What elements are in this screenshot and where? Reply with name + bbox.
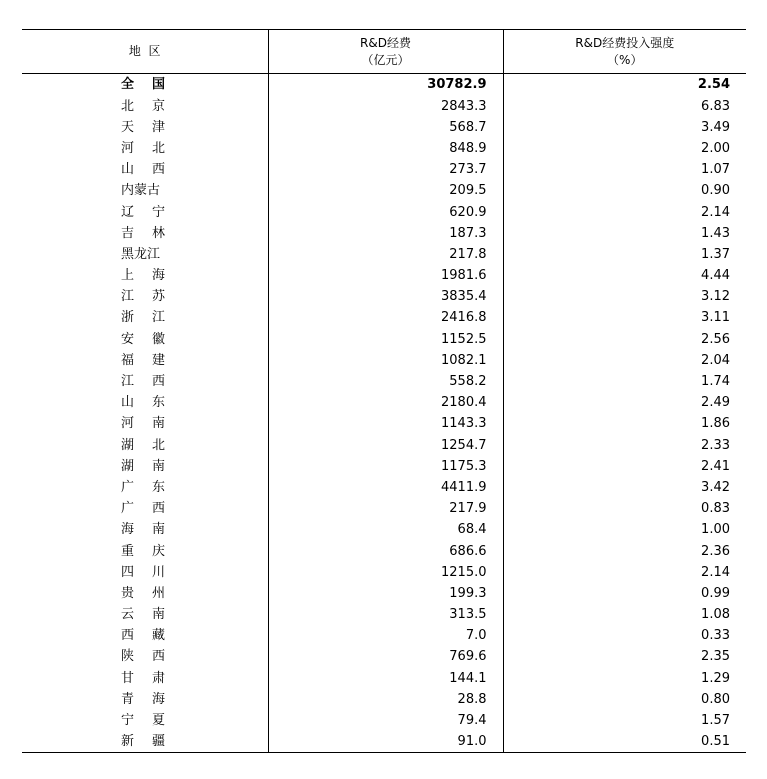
header-region-label: 地 区 [128,44,161,58]
rd-intensity-cell: 2.14 [701,204,730,220]
region-name: 黑龙江 [121,246,161,262]
rd-intensity-cell: 6.83 [701,98,730,114]
region-cell [22,519,268,540]
table-row [22,689,746,710]
rd-intensity-cell: 1.86 [701,416,730,432]
region-name: 浙江 [121,310,165,326]
table-row [22,477,746,498]
rd-funds-cell: 1152.5 [268,329,503,350]
rd-funds-cell: 28.8 [268,689,503,710]
region-cell [22,201,268,222]
header-rd-intensity-label: R&D经费投入强度 [575,35,675,50]
region-name: 西藏 [121,628,165,644]
region-cell [22,540,268,561]
rd-intensity-cell: 0.51 [503,731,746,753]
rd-intensity-cell: 2.04 [701,352,730,368]
table-row [22,646,746,667]
header-rd-intensity-unit: （%） [607,52,643,67]
region-name: 山西 [121,162,165,178]
rd-funds-cell: 3835.4 [268,286,503,307]
rd-intensity-cell: 2.41 [701,458,730,474]
table-row [22,583,746,604]
table-row [22,604,746,625]
rd-intensity-cell: 0.80 [701,691,730,707]
region-cell [22,477,268,498]
rd-funds-cell: 1254.7 [268,435,503,456]
region-cell [22,710,268,731]
region-cell [22,413,268,434]
rd-intensity-cell: 1.37 [701,246,730,262]
region-cell [22,307,268,328]
region-name: 云南 [121,607,165,623]
rd-funds-cell: 1215.0 [268,562,503,583]
region-name: 福建 [121,352,165,368]
region-cell [22,371,268,392]
table-body [22,74,746,753]
rd-funds-cell: 217.8 [268,244,503,265]
rd-intensity-cell: 1.57 [701,713,730,729]
rd-funds-cell: 199.3 [268,583,503,604]
rd-intensity-cell: 2.00 [701,140,730,156]
header-row [22,30,746,74]
rd-funds-cell: 7.0 [268,625,503,646]
rd-intensity-cell: 4.44 [701,268,730,284]
table-row [22,350,746,371]
rd-intensity-cell: 1.00 [701,522,730,538]
region-cell [22,583,268,604]
rd-funds-cell: 79.4 [268,710,503,731]
rd-funds-cell: 2416.8 [268,307,503,328]
rd-funds-cell: 187.3 [268,223,503,244]
header-rd-funds-unit: （亿元） [361,52,410,67]
rd-intensity-cell: 1.29 [701,670,730,686]
rd-funds-cell: 209.5 [268,180,503,201]
region-cell [22,731,268,753]
region-cell [22,180,268,201]
region-name: 青海 [121,691,165,707]
table-row [22,731,746,753]
table-row-total [22,74,746,96]
rd-funds-cell: 4411.9 [268,477,503,498]
rd-funds-cell: 686.6 [268,540,503,561]
table-row [22,180,746,201]
region-cell [22,244,268,265]
table-row [22,286,746,307]
table-row [22,540,746,561]
rd-intensity-cell: 2.54 [503,74,746,96]
table-row [22,96,746,117]
table-row [22,223,746,244]
region-name: 河南 [121,416,165,432]
rd-funds-cell: 144.1 [268,668,503,689]
region-name: 全国 [121,77,165,93]
rd-funds-cell: 558.2 [268,371,503,392]
header-rd-funds [268,30,503,74]
table-row [22,201,746,222]
rd-intensity-cell: 3.49 [701,119,730,135]
table-row [22,625,746,646]
rd-intensity-cell: 0.90 [701,183,730,199]
region-name: 辽宁 [121,204,165,220]
region-cell [22,329,268,350]
region-cell [22,456,268,477]
region-name: 上海 [121,268,165,284]
region-name: 广西 [121,501,165,517]
region-cell [22,562,268,583]
rd-funds-cell: 273.7 [268,159,503,180]
region-cell [22,392,268,413]
rd-intensity-cell: 3.12 [701,289,730,305]
rd-funds-cell: 68.4 [268,519,503,540]
region-cell [22,265,268,286]
table-header [22,30,746,74]
region-name: 河北 [121,140,165,156]
rd-intensity-cell: 3.11 [701,310,730,326]
region-cell [22,74,268,96]
table-row [22,668,746,689]
table-row [22,371,746,392]
table-row [22,117,746,138]
table-row [22,329,746,350]
rd-intensity-cell: 0.33 [701,628,730,644]
rd-funds-cell: 848.9 [268,138,503,159]
rd-funds-cell: 568.7 [268,117,503,138]
region-cell [22,138,268,159]
rd-intensity-cell: 2.49 [701,395,730,411]
region-name: 湖北 [121,437,165,453]
table-row [22,265,746,286]
region-name: 内蒙古 [121,183,161,199]
rd-funds-cell: 1082.1 [268,350,503,371]
table-row [22,519,746,540]
region-name: 海南 [121,522,165,538]
region-cell [22,435,268,456]
rd-funds-cell: 2180.4 [268,392,503,413]
region-name: 江西 [121,374,165,390]
rd-intensity-cell: 0.99 [701,585,730,601]
region-cell [22,350,268,371]
rd-funding-table-container [22,29,746,753]
rd-intensity-cell: 0.83 [701,501,730,517]
rd-funds-cell: 217.9 [268,498,503,519]
header-rd-funds-label: R&D经费 [360,35,411,50]
rd-funds-cell: 2843.3 [268,96,503,117]
region-name: 湖南 [121,458,165,474]
rd-funds-cell: 1143.3 [268,413,503,434]
rd-funds-cell: 313.5 [268,604,503,625]
header-region [22,30,268,74]
region-cell [22,646,268,667]
region-cell [22,117,268,138]
region-name: 天津 [121,119,165,135]
table-row [22,413,746,434]
table-row [22,392,746,413]
rd-funds-cell: 620.9 [268,201,503,222]
table-row [22,456,746,477]
region-cell [22,604,268,625]
rd-funds-cell: 30782.9 [268,74,503,96]
rd-intensity-cell: 3.42 [701,479,730,495]
rd-intensity-cell: 1.08 [701,607,730,623]
region-name: 北京 [121,98,165,114]
region-name: 贵州 [121,585,165,601]
region-name: 四川 [121,564,165,580]
region-name: 宁夏 [121,713,165,729]
table-row [22,138,746,159]
region-cell [22,689,268,710]
rd-intensity-cell: 1.43 [701,225,730,241]
region-cell [22,625,268,646]
table-row [22,307,746,328]
rd-funding-table [22,29,746,753]
region-name: 江苏 [121,289,165,305]
region-name: 新疆 [121,734,165,750]
region-cell [22,223,268,244]
region-name: 广东 [121,479,165,495]
rd-intensity-cell: 2.14 [701,564,730,580]
region-name: 山东 [121,395,165,411]
rd-intensity-cell: 2.36 [701,543,730,559]
rd-funds-cell: 91.0 [268,731,503,753]
rd-intensity-cell: 2.35 [701,649,730,665]
region-name: 甘肃 [121,670,165,686]
rd-funds-cell: 769.6 [268,646,503,667]
region-name: 安徽 [121,331,165,347]
header-rd-intensity [503,30,746,74]
region-name: 陕西 [121,649,165,665]
rd-intensity-cell: 2.33 [701,437,730,453]
region-cell [22,668,268,689]
rd-intensity-cell: 1.07 [701,162,730,178]
table-row [22,498,746,519]
region-name: 吉林 [121,225,165,241]
region-cell [22,286,268,307]
table-row [22,435,746,456]
region-name: 重庆 [121,543,165,559]
table-row [22,244,746,265]
region-cell [22,96,268,117]
region-cell [22,498,268,519]
region-cell [22,159,268,180]
table-row [22,159,746,180]
table-row [22,562,746,583]
rd-funds-cell: 1175.3 [268,456,503,477]
rd-funds-cell: 1981.6 [268,265,503,286]
table-row [22,710,746,731]
rd-intensity-cell: 1.74 [701,374,730,390]
rd-intensity-cell: 2.56 [701,331,730,347]
